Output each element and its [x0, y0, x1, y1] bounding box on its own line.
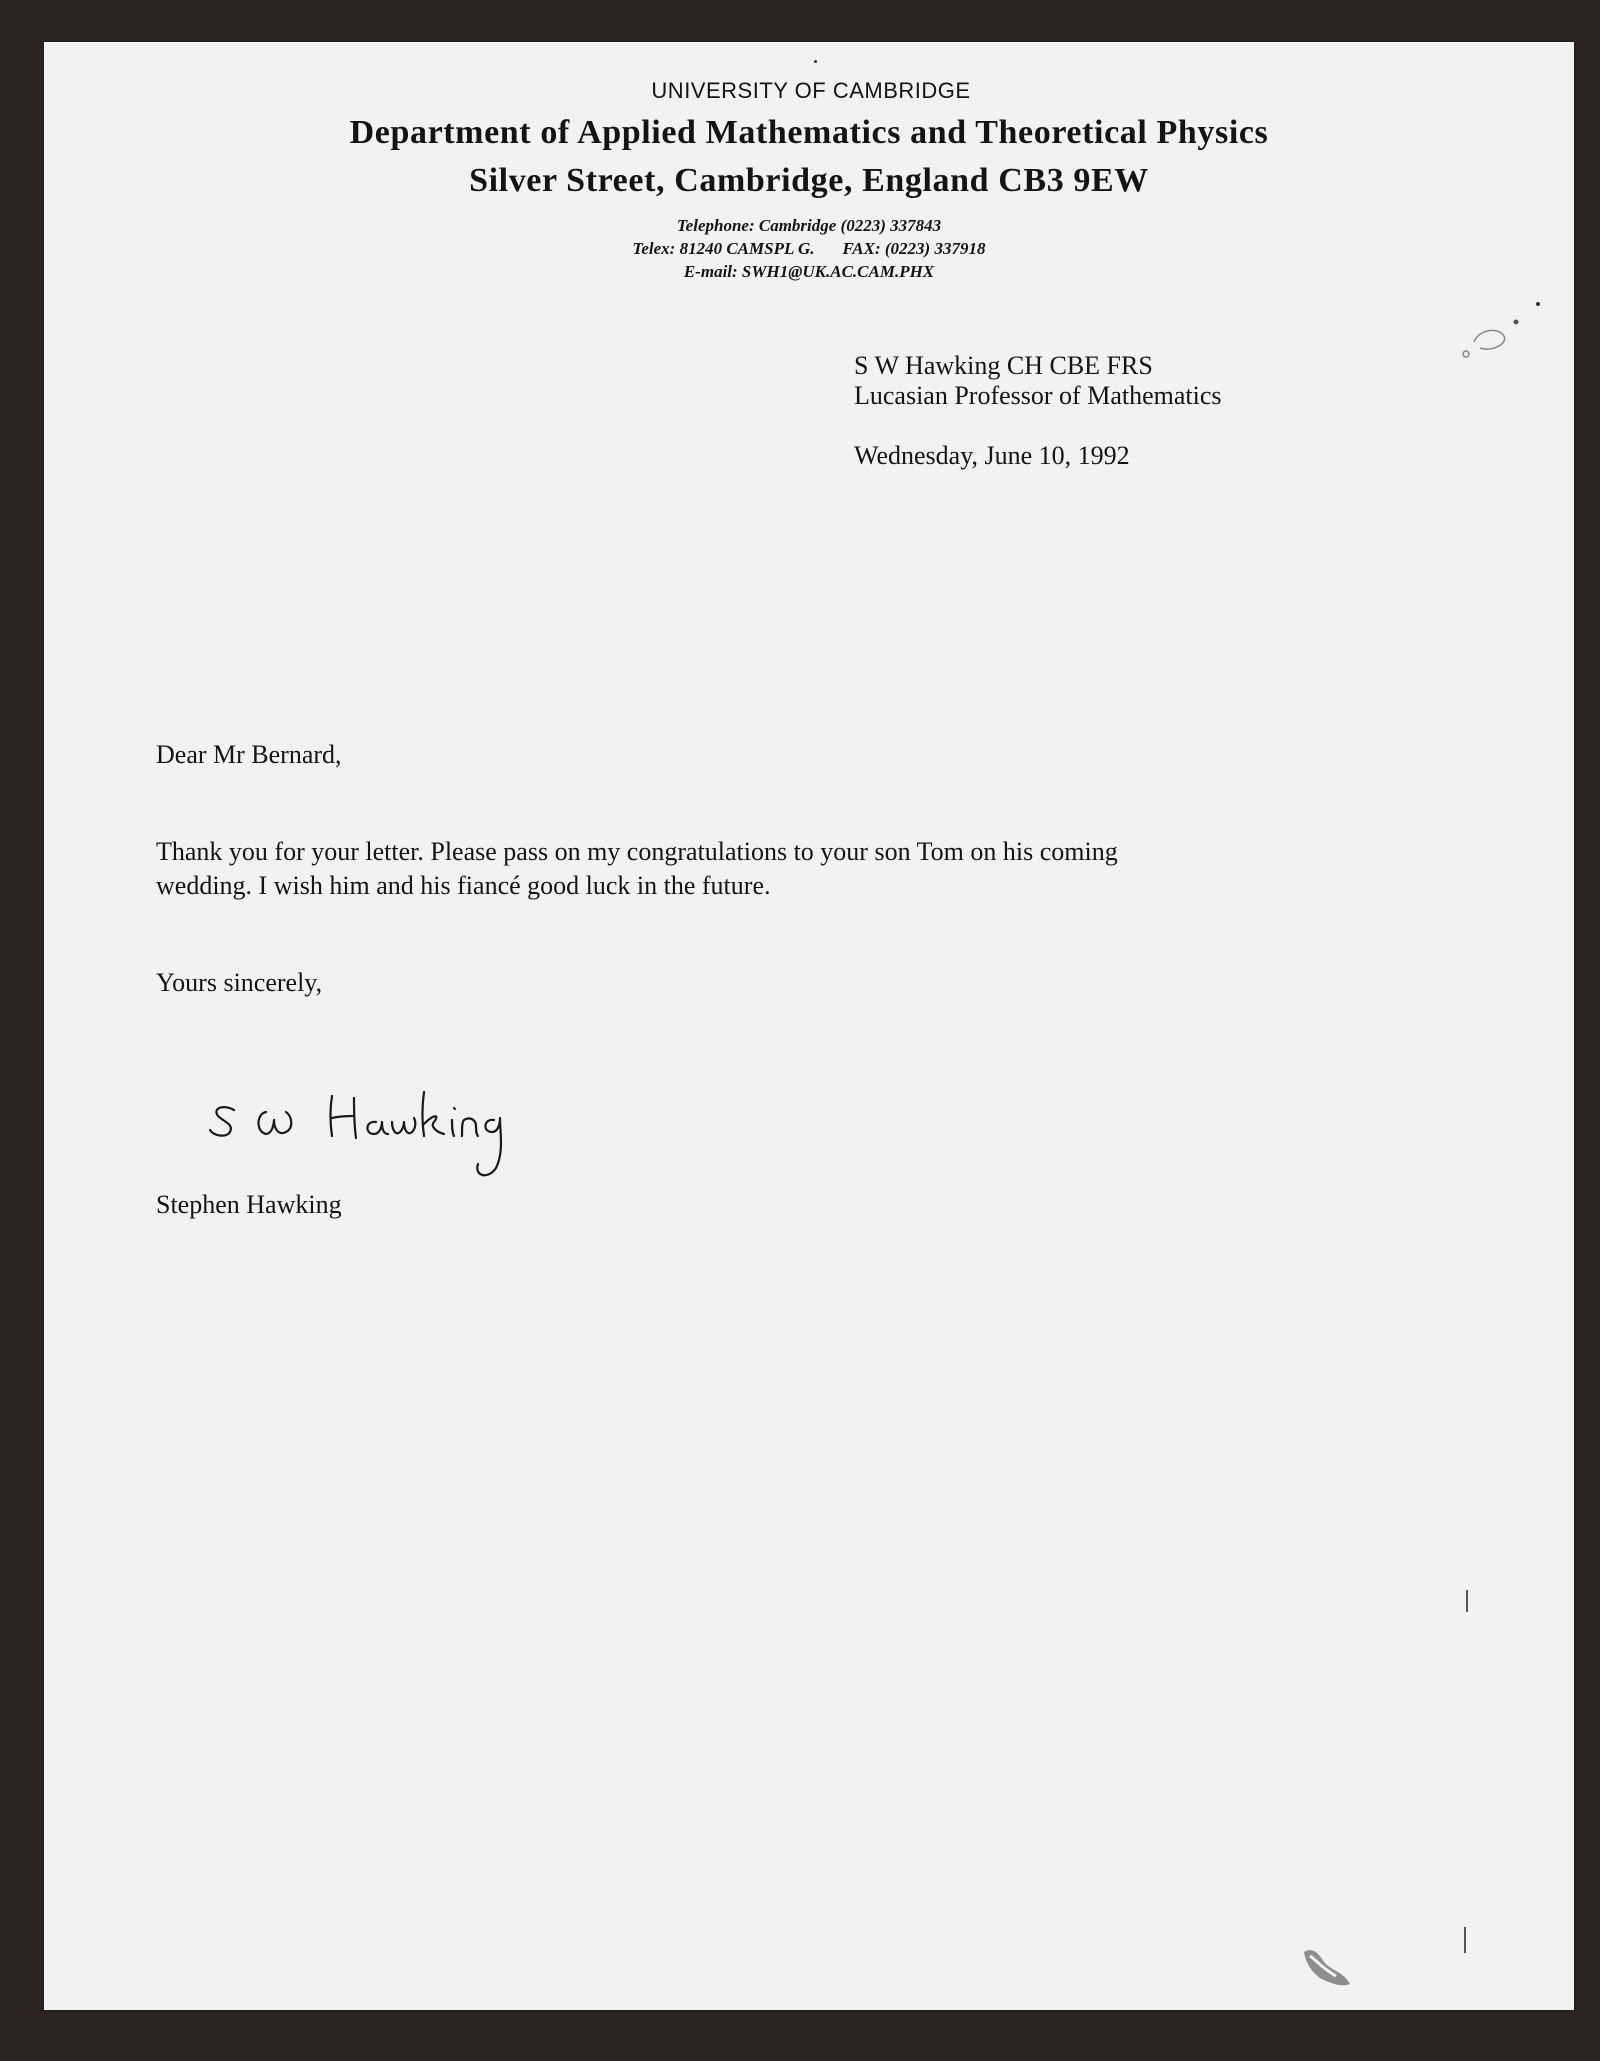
margin-mark — [814, 60, 817, 63]
letter-body — [156, 738, 1356, 1000]
department-name: Department of Applied Mathematics and Theoretical Physics — [349, 114, 1269, 151]
body-paragraph — [156, 835, 1356, 903]
paper-blemish — [1284, 1932, 1374, 2002]
paper-smudge — [1444, 312, 1524, 372]
sender-name: S W Hawking CH CBE FRS — [854, 351, 1153, 380]
closing: Yours sincerely, — [156, 968, 323, 997]
letter-page — [44, 42, 1574, 2010]
margin-mark — [1536, 302, 1540, 306]
signed-name: Stephen Hawking — [156, 1190, 342, 1219]
university-name: UNIVERSITY OF CAMBRIDGE — [651, 78, 971, 103]
telephone-line: Telephone: Cambridge (0223) 337843 — [676, 216, 942, 235]
body-line-2: wedding. I wish him and his fiancé good luck in the future. — [156, 871, 771, 900]
telex-fax-line — [44, 237, 1574, 260]
fax-text: FAX: (0223) 337918 — [842, 239, 986, 258]
sender-title: Lucasian Professor of Mathematics — [854, 381, 1222, 410]
margin-mark — [1466, 1590, 1468, 1612]
email-line: E-mail: SWH1@UK.AC.CAM.PHX — [683, 262, 935, 281]
salutation: Dear Mr Bernard, — [156, 740, 342, 769]
margin-mark — [1464, 1927, 1466, 1953]
letter-date: Wednesday, June 10, 1992 — [854, 441, 1130, 470]
handwritten-signature — [204, 1072, 564, 1192]
letterhead — [44, 78, 1574, 283]
contact-details — [44, 214, 1574, 283]
department-address: Silver Street, Cambridge, England CB3 9EW — [469, 162, 1149, 199]
body-line-1: Thank you for your letter. Please pass on my congratulations to your son Tom on his coming — [156, 837, 1118, 866]
sender-block — [854, 351, 1222, 471]
telex-text: Telex: 81240 CAMSPL G. — [632, 239, 815, 258]
